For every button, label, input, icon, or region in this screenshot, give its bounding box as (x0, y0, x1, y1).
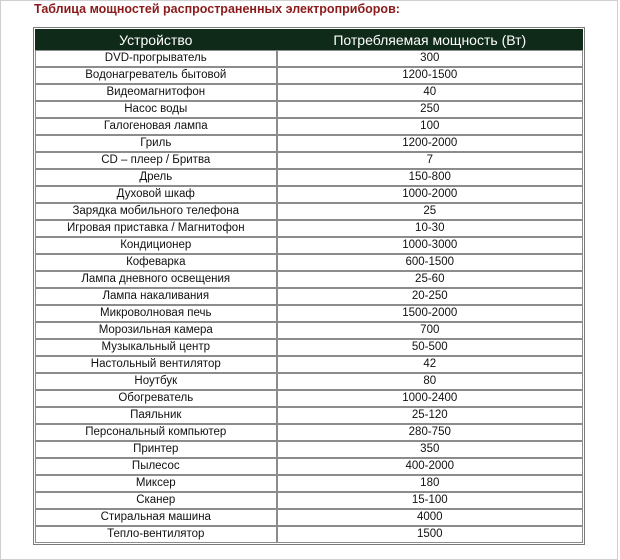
table-row (35, 356, 583, 373)
table-row (35, 101, 583, 118)
device-cell: Гриль (35, 135, 277, 152)
table-row (35, 458, 583, 475)
table-row (35, 288, 583, 305)
table-row (35, 220, 583, 237)
header-device: Устройство (35, 29, 277, 50)
power-cell: 1000-2000 (277, 186, 583, 203)
table-row (35, 50, 583, 67)
device-cell: Кофеварка (35, 254, 277, 271)
device-cell: Миксер (35, 475, 277, 492)
device-cell: DVD-прогрыватель (35, 50, 277, 67)
table-row (35, 271, 583, 288)
power-cell: 15-100 (277, 492, 583, 509)
device-cell: Кондиционер (35, 237, 277, 254)
power-cell: 4000 (277, 509, 583, 526)
power-cell: 42 (277, 356, 583, 373)
power-cell: 100 (277, 118, 583, 135)
device-cell: Пылесос (35, 458, 277, 475)
device-cell: Паяльник (35, 407, 277, 424)
device-cell: Водонагреватель бытовой (35, 67, 277, 84)
power-cell: 280-750 (277, 424, 583, 441)
device-cell: Обогреватель (35, 390, 277, 407)
table-row (35, 441, 583, 458)
table-row (35, 526, 583, 543)
device-cell: Духовой шкаф (35, 186, 277, 203)
power-cell: 50-500 (277, 339, 583, 356)
table-row (35, 254, 583, 271)
power-cell: 400-2000 (277, 458, 583, 475)
power-cell: 80 (277, 373, 583, 390)
power-cell: 40 (277, 84, 583, 101)
table-row (35, 407, 583, 424)
device-cell: Микроволновая печь (35, 305, 277, 322)
power-cell: 700 (277, 322, 583, 339)
page-title: Таблица мощностей распространенных электроприборов: (34, 2, 400, 16)
table-header-row (35, 29, 583, 50)
device-cell: Видеомагнитофон (35, 84, 277, 101)
device-cell: Морозильная камера (35, 322, 277, 339)
table-row (35, 390, 583, 407)
power-cell: 7 (277, 152, 583, 169)
table-row (35, 424, 583, 441)
table-row (35, 373, 583, 390)
device-cell: Зарядка мобильного телефона (35, 203, 277, 220)
table-row (35, 152, 583, 169)
device-cell: Тепло-вентилятор (35, 526, 277, 543)
device-cell: Дрель (35, 169, 277, 186)
power-cell: 300 (277, 50, 583, 67)
device-cell: Галогеновая лампа (35, 118, 277, 135)
table-row (35, 135, 583, 152)
power-cell: 250 (277, 101, 583, 118)
table-row (35, 492, 583, 509)
device-cell: Принтер (35, 441, 277, 458)
power-cell: 10-30 (277, 220, 583, 237)
power-cell: 150-800 (277, 169, 583, 186)
power-cell: 600-1500 (277, 254, 583, 271)
power-table (33, 27, 585, 545)
table-row (35, 339, 583, 356)
power-cell: 25-60 (277, 271, 583, 288)
table-row (35, 475, 583, 492)
table-row (35, 509, 583, 526)
table-row (35, 84, 583, 101)
device-cell: Лампа накаливания (35, 288, 277, 305)
header-power: Потребляемая мощность (Вт) (277, 29, 583, 50)
power-cell: 1200-1500 (277, 67, 583, 84)
power-cell: 180 (277, 475, 583, 492)
power-cell: 350 (277, 441, 583, 458)
device-cell: Лампа дневного освещения (35, 271, 277, 288)
power-cell: 1000-3000 (277, 237, 583, 254)
power-cell: 25 (277, 203, 583, 220)
power-cell: 1000-2400 (277, 390, 583, 407)
device-cell: Стиральная машина (35, 509, 277, 526)
power-cell: 20-250 (277, 288, 583, 305)
power-cell: 25-120 (277, 407, 583, 424)
device-cell: Сканер (35, 492, 277, 509)
table-row (35, 186, 583, 203)
table-row (35, 67, 583, 84)
table-row (35, 322, 583, 339)
table-row (35, 118, 583, 135)
table-row (35, 169, 583, 186)
power-cell: 1500 (277, 526, 583, 543)
device-cell: CD – плеер / Бритва (35, 152, 277, 169)
power-cell: 1500-2000 (277, 305, 583, 322)
device-cell: Персональный компьютер (35, 424, 277, 441)
power-cell: 1200-2000 (277, 135, 583, 152)
device-cell: Настольный вентилятор (35, 356, 277, 373)
device-cell: Музыкальный центр (35, 339, 277, 356)
table-row (35, 203, 583, 220)
table-body (35, 50, 583, 543)
table-row (35, 305, 583, 322)
table-row (35, 237, 583, 254)
device-cell: Насос воды (35, 101, 277, 118)
device-cell: Ноутбук (35, 373, 277, 390)
device-cell: Игровая приставка / Магнитофон (35, 220, 277, 237)
